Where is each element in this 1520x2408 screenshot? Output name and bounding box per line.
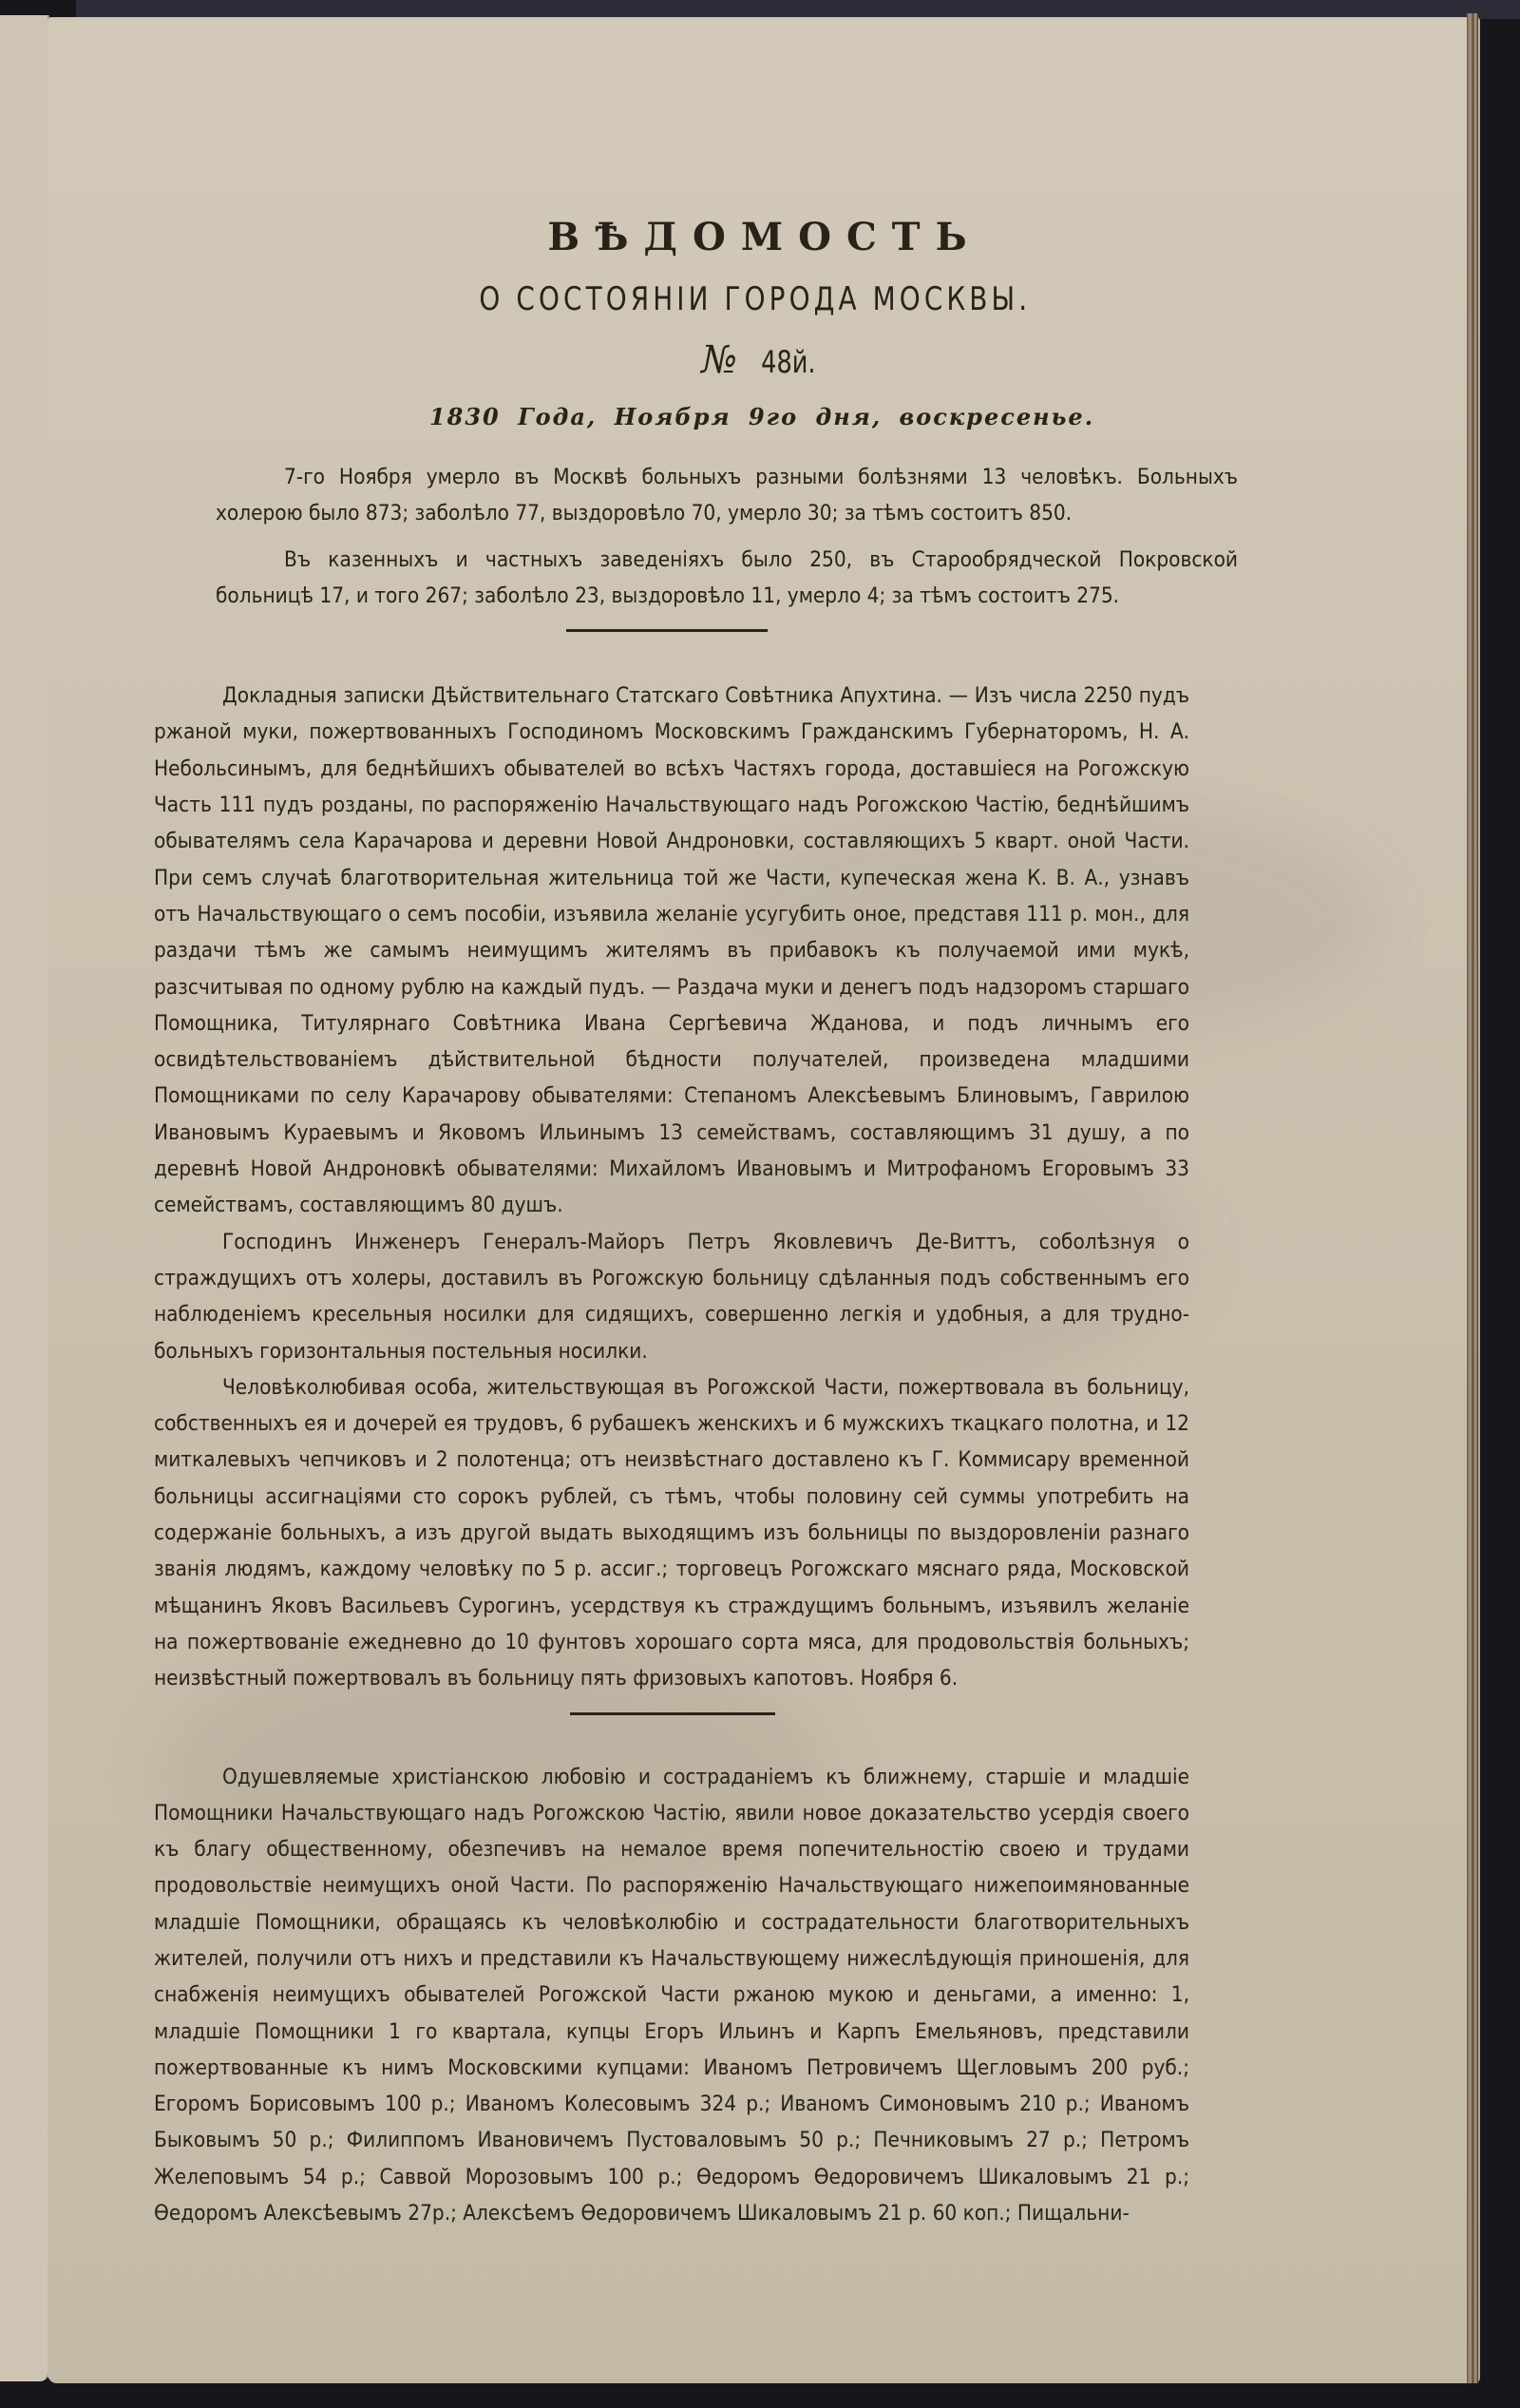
scan-background-top [76,0,1520,19]
donations-section [154,1759,1294,2232]
bulletin-paragraph-institutions: Въ казенныхъ и частныхъ заведеніяхъ было 250, въ Старообрядческой Покровской больницѣ 17, и того 267; заболѣло 23, выздоровѣло 11, умерло 4; за тѣмъ состоитъ 275. [216,546,1238,608]
document-content [154,214,1294,2231]
page-edge-binding [1467,13,1478,2383]
issue-number [154,338,1294,382]
report-paragraph-de-witt: Господинъ Инженеръ Генералъ-Майоръ Петръ Яковлевичъ Де-Виттъ, соболѣзнуя о страждущихъ отъ холеры, доставилъ въ Рогожскую больницу сдѣланныя подъ собственнымъ его наблюденіемъ кресельныя носилки для сидящихъ, совершенно легкія и удобныя, а для трудно-больныхъ горизонтальныя постельныя носилки. [154,1229,1189,1364]
bulletin-paragraph-deaths: 7-го Ноября умерло въ Москвѣ больныхъ разными болѣзнями 13 человѣкъ. Больныхъ холерою было 873; заболѣло 77, выздоровѣло 70, умерло 30; за тѣмъ состоитъ 850. [216,465,1238,526]
donations-paragraph: Одушевляемые христіанскою любовію и состраданіемъ къ ближнему, старшіе и младшіе Помощники Начальствующаго надъ Рогожскою Частію, явили новое доказательство усердія своего къ благу общественному, обезпечивъ на немалое время попечительностію своею и трудами продовольствіе неимущихъ оной Части. По распоряженію Начальствующаго нижепоимянованные младшіе Помощники, обращаясь къ человѣколюбію и сострадательности благотворительныхъ жителей, получили отъ нихъ и представили къ Начальствующему нижеслѣдующія приношенія, для снабженія неимущихъ обывателей Рогожской Части ржаною мукою и деньгами, а именно: 1, младшіе Помощники 1 го квартала, купцы Егоръ Ильинъ и Карпъ Емельяновъ, представили пожертвованные къ нимъ Московскими купцами: Иваномъ Петровичемъ Щегловымъ 200 руб.; Егоромъ Борисовымъ 100 р.; Иваномъ Колесовымъ 324 р.; Иваномъ Симоновымъ 210 р.; Иваномъ Быковымъ 50 р.; Филиппомъ Ивановичемъ Пустоваловымъ 50 р.; Печниковымъ 27 р.; Петромъ Желеповымъ 54 р.; Саввой Морозовымъ 100 р.; Өедоромъ Өедоровичемъ Шикаловымъ 21 р.; Өедоромъ Алексѣевымъ 27р.; Алексѣемъ Өедоровичемъ Шикаловымъ 21 р. 60 коп.; Пищальни- [154,1764,1189,2226]
issue-number-value: 48й. [761,344,816,380]
facing-page-edge [0,15,49,2381]
report-paragraph-donations: Человѣколюбивая особа, жительствующая въ Рогожской Части, пожертвовала въ больницу, собственныхъ ея и дочерей ея трудовъ, 6 рубашекъ женскихъ и 6 мужскихъ ткацкаго полотна, и 12 миткалевыхъ чепчиковъ и 2 полотенца; отъ неизвѣстнаго доставлено къ Г. Коммисару временной больницы ассигнаціями сто сорокъ рублей, съ тѣмъ, чтобы половину сей суммы употребить на содержаніе больныхъ, а изъ другой выдать выходящимъ изъ больницы по выздоровленіи разнаго званія людямъ, каждому человѣку по 5 р. ассиг.; торговецъ Рогожскаго мяснаго ряда, Московской мѣщанинъ Яковъ Васильевъ Сурогинъ, усердствуя къ страждущимъ больнымъ, изъявилъ желаніе на пожертвованіе ежедневно до 10 фунтовъ хорошаго сорта мяса, для продовольствія больныхъ; неизвѣстный пожертвовалъ въ больницу пять фризовыхъ капотовъ. Ноября 6. [154,1374,1189,1691]
dateline: 1830 Года, Ноября 9го дня, воскресенье. [428,403,1095,430]
page-subtitle: О СОСТОЯНІИ ГОРОДА МОСКВЫ. [479,280,1032,318]
number-sign: № [701,338,738,382]
reports-section [154,678,1294,1696]
report-paragraph-apukhtin: Докладныя записки Дѣйствительнаго Статскаго Совѣтника Апухтина. — Изъ числа 2250 пудъ ржаной муки, пожертвованныхъ Господиномъ Московскимъ Гражданскимъ Губернаторомъ, Н. А. Небольсинымъ, для беднѣйшихъ обывателей во всѣхъ Частяхъ города, доставшіеся на Рогожскую Часть 111 пудъ розданы, по распоряженію Начальствующаго надъ Рогожскою Частію, беднѣйшимъ обывателямъ села Карачарова и деревни Новой Андроновки, составляющихъ 5 кварт. оной Части. При семъ случаѣ благотворительная жительница той же Части, купеческая жена К. В. А., узнавъ отъ Начальствующаго о семъ пособіи, изъявила желаніе усугубить оное, представя 111 р. мон., для раздачи тѣмъ же самымъ неимущимъ жителямъ въ прибавокъ къ получаемой ими мукѣ, разсчитывая по одному рублю на каждый пудъ. — Раздача муки и денегъ подъ надзоромъ старшаго Помощника, Титулярнаго Совѣтника Ивана Сергѣевича Жданова, и подъ личнымъ его освидѣтельствованіемъ дѣйствительной бѣдности получателей, произведена младшими Помощниками по селу Карачарову обывателями: Степаномъ Алексѣевымъ Блиновымъ, Гаврилою Ивановымъ Кураевымъ и Яковомъ Ильинымъ 13 семействамъ, составляющимъ 31 душу, а по деревнѣ Новой Андроновкѣ обывателями: Михайломъ Ивановымъ и Митрофаномъ Егоровымъ 33 семействамъ, составляющимъ 80 душъ. [154,683,1189,1218]
page-title: ВѢДОМОСТЬ [547,215,982,259]
bulletin-section [154,459,1294,614]
